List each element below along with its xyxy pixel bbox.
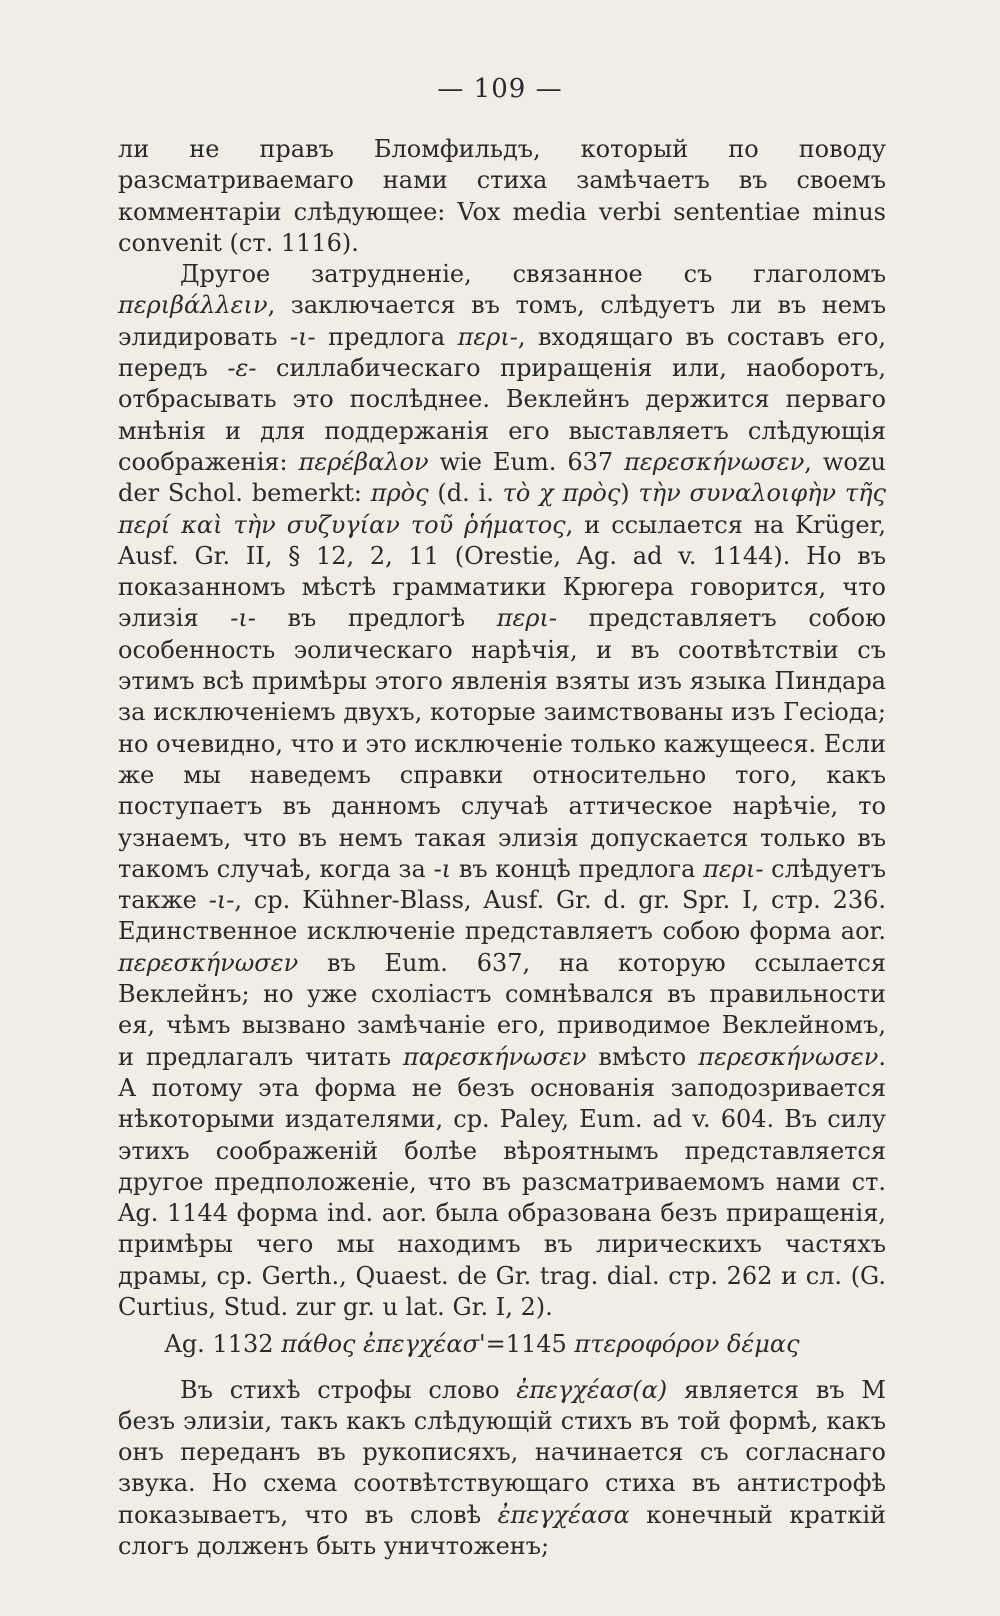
paragraph: [118, 1375, 886, 1563]
text-run: , ср. Kühner-Blass, Ausf. Gr. d. gr. Spr. I, стр. 236. Единственное исключеніе представляетъ собою форма aor.: [118, 886, 887, 946]
text-run: конечный краткій слогъ долженъ быть уничтоженъ;: [118, 1500, 886, 1561]
text-run: , wozu der Schol. bemerkt:: [118, 447, 886, 508]
paragraph: [118, 134, 886, 259]
text-run: въ Eum. 637, на которую ссылается Веклейнъ; но уже схоліастъ сомнѣвался въ правильности ея, чѣмъ вызвано замѣчаніе его, приводимое Веклейномъ, и предлагалъ читать: [118, 948, 886, 1071]
text-run: Ag. 1132: [164, 1330, 282, 1359]
greek-text: περεσκήνωσεν: [624, 447, 805, 476]
greek-text: τὴν συναλοιφὴν τῆς περί καὶ τὴν συζυγίαν τοῦ ῥήματος: [118, 479, 887, 539]
greek-text: πάθος ἐπεγχέασ': [281, 1330, 486, 1359]
greek-text: περι-: [496, 604, 557, 633]
greek-text: περι-: [703, 854, 764, 883]
greek-text: περεσκήνωσεν: [118, 948, 299, 977]
greek-text: παρεσκήνωσεν: [402, 1042, 587, 1071]
text-run: . А потому эта форма не безъ основанія заподозривается нѣкоторыми издателями, ср. Paley, Eum. ad v. 604. Въ силу этихъ соображеній болѣе вѣроятнымъ представляется другое предположеніе, что въ разсматриваемомъ нами ст. Ag. 1144 форма ind. aor. была образована безъ приращенія, примѣры чего мы находимъ въ лирическихъ частяхъ драмы, ср. Gerth., Quaest. de Gr. trag. dial. стр. 262 и сл. (G. Curtius, Stud. zur gr. u lat. Gr. I, 2).: [118, 1042, 887, 1321]
text-run: представляетъ собою особенность эолическаго нарѣчія, и въ соотвѣтствіи съ этимъ всѣ примѣры этого явленія взяты изъ языка Пиндара за исключеніемъ двухъ, которые заимствованы изъ Гесіода; но очевидно, что и это исключеніе только кажущееся. Если же мы наведемъ справки относительно того, какъ поступаетъ въ данномъ случаѣ аттическое нарѣчіе, то узнаемъ, что въ немъ такая элизія допускается только въ такомъ случаѣ, когда за: [118, 604, 887, 883]
text-run: , и ссылается на Krüger, Ausf. Gr. II, § 12, 2, 11 (Orestie, Ag. ad v. 1144). Но въ показанномъ мѣстѣ грамматики Крюгера говорится, что элизія: [118, 510, 886, 633]
greek-text: -ε-: [227, 354, 257, 383]
text-run: ли не правъ Бломфильдъ, который по поводу разсматриваемаго нами стиха замѣчаетъ въ своемъ комментаріи слѣдующее: Vox media verbi sententiae minus convenit (ст. 1116).: [118, 135, 886, 257]
greek-text: ἐπεγχέασα: [497, 1500, 630, 1529]
body-text: [118, 134, 886, 1562]
greek-text: -ι: [433, 854, 452, 883]
greek-text: περέβαλον: [298, 447, 429, 476]
text-run: въ концѣ предлога: [451, 854, 704, 883]
text-run: силлабическаго приращенія или, наоборотъ, отбрасывать это послѣднее. Веклейнъ держится перваго мнѣнія и для поддержанія его выставляетъ слѣдующія соображенія:: [118, 354, 886, 476]
text-run: предлога: [315, 322, 458, 351]
greek-text: -ι-: [289, 322, 316, 351]
text-run: въ предлогѣ: [255, 604, 497, 633]
greek-text: -ι-: [208, 886, 235, 915]
text-run: wie Eum. 637: [428, 447, 625, 476]
greek-text: περι-: [457, 322, 518, 351]
text-run: , заключается въ томъ, слѣдуетъ ли въ немъ элидировать: [118, 291, 886, 351]
greek-text: περιβάλλειν: [118, 291, 268, 320]
greek-text: πρὸς: [370, 479, 429, 508]
greek-text: πτεροφόρον δέμας: [574, 1330, 800, 1359]
page-number: — 109 —: [437, 74, 563, 104]
text-run: ): [620, 479, 639, 508]
greek-text: -ι-: [230, 604, 256, 633]
paragraph: [118, 259, 886, 1323]
text-run: Въ стихѣ строфы слово: [180, 1375, 517, 1404]
text-run: вмѣсто: [586, 1042, 699, 1071]
text-run: Другое затрудненіе, связанное съ глаголомъ: [180, 260, 886, 289]
text-run: является въ M безъ элизіи, такъ какъ слѣдующій стихъ въ той формѣ, какъ онъ переданъ въ рукописяхъ, начинается съ согласнаго звука. Но схема соотвѣтствующаго стиха въ антистрофѣ показываетъ, что въ словѣ: [118, 1375, 886, 1529]
text-run: =1145: [485, 1330, 575, 1359]
text-run: (d. i.: [428, 479, 503, 508]
greek-text: περεσκήνωσεν: [698, 1042, 879, 1071]
text-run: , входящаго въ составъ его, передъ: [118, 322, 887, 383]
section-heading: [118, 1329, 886, 1360]
greek-text: ἐπεγχέασ(α): [516, 1375, 668, 1404]
text-run: слѣдуетъ также: [118, 854, 886, 915]
greek-text: τὸ χ πρὸς: [502, 479, 621, 508]
